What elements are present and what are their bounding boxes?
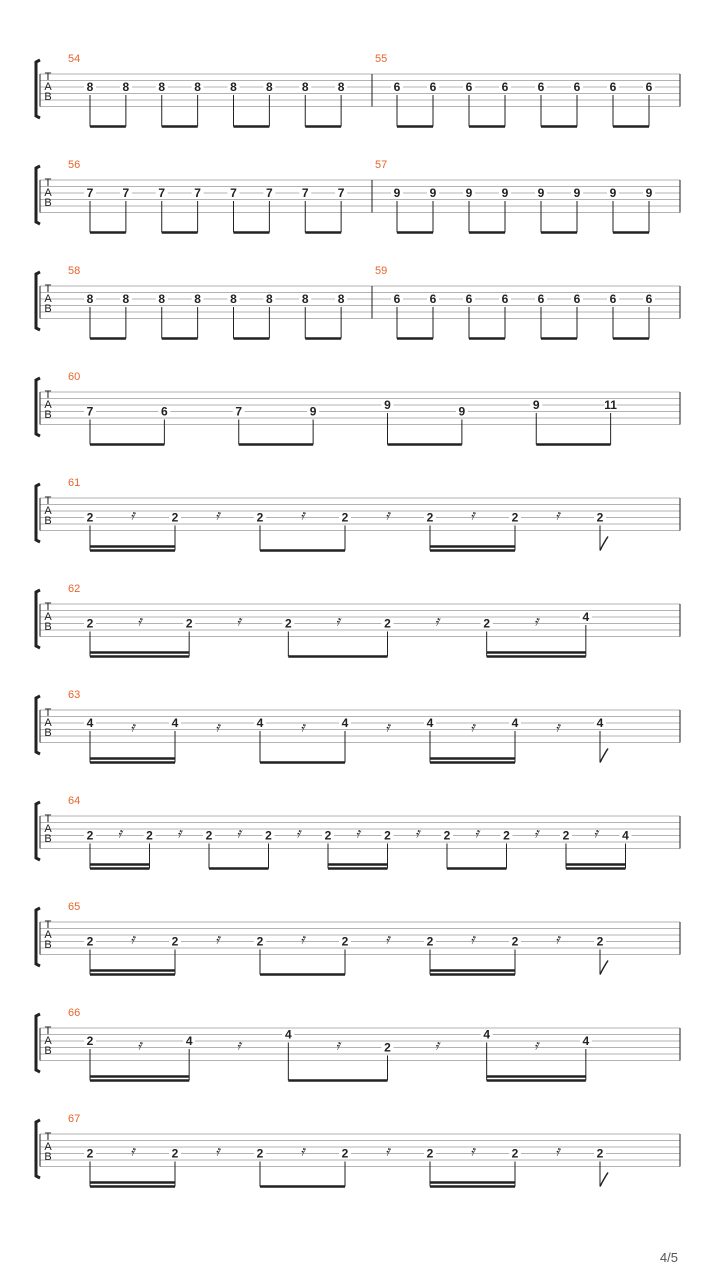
fret-number: 8 [158, 80, 166, 94]
fret-number: 8 [230, 292, 237, 306]
rest-symbol: 𝄿 [335, 613, 341, 630]
fret-number: 6 [429, 292, 437, 306]
fret-number: 2 [341, 1146, 349, 1161]
system-bracket [36, 484, 40, 542]
rest-symbol: 𝄿 [385, 931, 390, 948]
rest-symbol: 𝄿 [300, 931, 305, 948]
fret-number: 2 [86, 828, 94, 843]
measure-number: 67 [68, 1113, 81, 1125]
fret-number: 2 [86, 1146, 94, 1161]
rest-symbol: 𝄿 [434, 613, 440, 630]
fret-number: 9 [573, 186, 581, 200]
fret-number: 2 [426, 510, 434, 525]
measure-number: 60 [68, 371, 81, 383]
fret-number: 7 [230, 186, 237, 200]
tab-clef-letter: T [44, 601, 52, 613]
fret-number: 2 [324, 828, 332, 843]
fret-number: 2 [146, 828, 153, 843]
fret-number: 2 [503, 828, 510, 843]
fret-number: 2 [284, 616, 292, 631]
fret-number: 8 [301, 292, 309, 306]
measure-number: 56 [68, 159, 81, 171]
fret-number: 2 [511, 934, 519, 949]
rest-symbol: 𝄿 [215, 719, 220, 736]
fret-number: 2 [483, 616, 491, 631]
fret-number: 8 [158, 292, 166, 306]
tab-clef-letter: B [44, 1151, 52, 1163]
tab-clef-letter: T [44, 71, 52, 83]
fret-number: 2 [86, 616, 94, 631]
fret-number: 2 [384, 616, 391, 631]
tab-clef-letter: T [44, 495, 52, 507]
fret-number: 6 [645, 80, 653, 94]
fret-number: 4 [483, 1027, 491, 1042]
fret-number: 2 [185, 616, 193, 631]
fret-number: 6 [161, 404, 168, 419]
tab-clef-letter: T [44, 389, 52, 401]
rest-symbol: 𝄿 [534, 613, 539, 630]
tab-clef-letter: B [44, 197, 52, 209]
tab-clef-letter: B [44, 91, 52, 103]
fret-number: 6 [393, 292, 401, 306]
fret-number: 9 [309, 404, 317, 419]
rest-symbol: 𝄿 [117, 825, 122, 842]
rest-symbol: 𝄿 [593, 825, 598, 842]
fret-number: 8 [122, 80, 130, 94]
fret-number: 2 [341, 510, 349, 525]
fret-number: 6 [429, 80, 437, 94]
rest-symbol: 𝄿 [130, 719, 135, 736]
fret-number: 2 [171, 934, 179, 949]
tab-clef-letter: A [44, 929, 52, 941]
system-bracket [36, 60, 40, 118]
measure-number: 63 [68, 689, 81, 701]
tab-clef-letter: B [44, 409, 52, 421]
fret-number: 2 [256, 934, 264, 949]
fret-number: 7 [86, 186, 94, 200]
rest-symbol: 𝄿 [555, 507, 560, 524]
system-bracket [36, 272, 40, 330]
tab-clef-letter: T [44, 1131, 52, 1143]
fret-number: 9 [384, 398, 391, 412]
rest-symbol: 𝄿 [296, 825, 301, 842]
measure-number: 62 [68, 583, 81, 595]
tab-clef-letter: A [44, 1141, 52, 1153]
measure-number: 64 [68, 795, 81, 807]
measure-number: 54 [68, 53, 81, 65]
rest-symbol: 𝄿 [130, 1143, 135, 1160]
system-bracket [36, 1120, 40, 1178]
note-flag [600, 537, 608, 551]
fret-number: 2 [562, 828, 570, 843]
tab-clef-letter: A [44, 823, 52, 835]
system-bracket [36, 908, 40, 966]
system-bracket [36, 166, 40, 224]
note-flag [600, 1173, 608, 1187]
fret-number: 2 [205, 828, 213, 843]
fret-number: 8 [230, 80, 237, 94]
note-flag [600, 749, 608, 763]
fret-number: 7 [266, 186, 273, 200]
fret-number: 2 [511, 1146, 519, 1161]
fret-number: 8 [86, 80, 94, 94]
fret-number: 8 [266, 292, 273, 306]
rest-symbol: 𝄿 [177, 825, 182, 842]
fret-number: 2 [426, 934, 434, 949]
fret-number: 2 [384, 1040, 391, 1055]
fret-number: 6 [465, 80, 473, 94]
rest-symbol: 𝄿 [215, 1143, 220, 1160]
fret-number: 7 [235, 404, 243, 419]
fret-number: 9 [645, 186, 653, 200]
rest-symbol: 𝄿 [534, 825, 539, 842]
fret-number: 2 [86, 1034, 94, 1048]
fret-number: 9 [465, 186, 473, 200]
fret-number: 6 [465, 292, 473, 306]
fret-number: 8 [337, 292, 345, 306]
fret-number: 2 [265, 828, 272, 843]
fret-number: 4 [426, 716, 434, 730]
fret-number: 8 [194, 292, 201, 306]
system-bracket [36, 802, 40, 860]
rest-symbol: 𝄿 [385, 507, 390, 524]
fret-number: 8 [337, 80, 345, 94]
measure-number: 57 [375, 159, 388, 171]
fret-number: 9 [458, 404, 466, 419]
fret-number: 6 [609, 80, 617, 94]
rest-symbol: 𝄿 [555, 1143, 560, 1160]
measure-number: 58 [68, 265, 81, 277]
fret-number: 9 [532, 398, 540, 412]
fret-number: 2 [256, 1146, 264, 1161]
fret-number: 9 [609, 186, 617, 200]
fret-number: 2 [171, 510, 179, 525]
tab-clef-letter: A [44, 611, 52, 623]
fret-number: 2 [384, 828, 391, 843]
tab-clef-letter: B [44, 621, 52, 633]
tab-clef-letter: B [44, 727, 52, 739]
rest-symbol: 𝄿 [534, 1037, 539, 1054]
rest-symbol: 𝄿 [236, 1037, 241, 1054]
rest-symbol: 𝄿 [470, 931, 475, 948]
rest-symbol: 𝄿 [555, 719, 560, 736]
rest-symbol: 𝄿 [130, 507, 135, 524]
fret-number: 6 [645, 292, 653, 306]
fret-number: 2 [596, 934, 604, 949]
rest-symbol: 𝄿 [130, 931, 135, 948]
measure-number: 65 [68, 901, 81, 913]
rest-symbol: 𝄿 [137, 613, 142, 630]
tab-clef-letter: A [44, 187, 52, 199]
system-bracket [36, 696, 40, 754]
fret-number: 6 [573, 292, 581, 306]
system-bracket [36, 590, 40, 648]
tab-clef-letter: A [44, 293, 52, 305]
tab-clef-letter: T [44, 177, 52, 189]
fret-number: 2 [86, 510, 94, 525]
fret-number: 6 [393, 80, 401, 94]
fret-number: 6 [537, 80, 545, 94]
fret-number: 7 [337, 186, 345, 200]
tab-clef-letter: A [44, 717, 52, 729]
system-bracket [36, 1014, 40, 1072]
fret-number: 4 [341, 716, 349, 730]
fret-number: 7 [301, 186, 309, 200]
fret-number: 4 [622, 828, 629, 843]
tab-clef-letter: T [44, 919, 52, 931]
fret-number: 6 [609, 292, 617, 306]
fret-number: 2 [511, 510, 519, 525]
system-bracket [36, 378, 40, 436]
tab-clef-letter: B [44, 303, 52, 315]
rest-symbol: 𝄿 [434, 1037, 440, 1054]
rest-symbol: 𝄿 [300, 507, 305, 524]
tab-clef-letter: B [44, 1045, 52, 1057]
rest-symbol: 𝄿 [137, 1037, 142, 1054]
note-flag [600, 961, 608, 975]
fret-number: 7 [194, 186, 201, 200]
rest-symbol: 𝄿 [355, 825, 360, 842]
tab-clef-letter: A [44, 399, 52, 411]
fret-number: 8 [194, 80, 201, 94]
tab-clef-letter: B [44, 833, 52, 845]
rest-symbol: 𝄿 [385, 719, 390, 736]
fret-number: 2 [443, 828, 451, 843]
rest-symbol: 𝄿 [236, 825, 241, 842]
fret-number: 4 [511, 716, 519, 730]
fret-number: 7 [122, 186, 130, 200]
fret-number: 6 [537, 292, 545, 306]
fret-number: 11 [604, 398, 617, 412]
rest-symbol: 𝄿 [300, 1143, 305, 1160]
fret-number: 8 [86, 292, 94, 306]
fret-number: 6 [501, 292, 509, 306]
fret-number: 9 [501, 186, 509, 200]
fret-number: 4 [86, 716, 94, 730]
fret-number: 9 [429, 186, 437, 200]
fret-number: 2 [171, 1146, 179, 1161]
tab-clef-letter: T [44, 707, 52, 719]
rest-symbol: 𝄿 [215, 931, 220, 948]
rest-symbol: 𝄿 [470, 1143, 475, 1160]
fret-number: 2 [256, 510, 264, 525]
fret-number: 6 [501, 80, 509, 94]
fret-number: 4 [582, 610, 590, 624]
rest-symbol: 𝄿 [415, 825, 420, 842]
fret-number: 4 [582, 1034, 590, 1048]
fret-number: 4 [171, 716, 179, 730]
fret-number: 2 [596, 1146, 604, 1161]
rest-symbol: 𝄿 [300, 719, 305, 736]
fret-number: 7 [86, 404, 94, 419]
fret-number: 2 [341, 934, 349, 949]
rest-symbol: 𝄿 [335, 1037, 341, 1054]
rest-symbol: 𝄿 [555, 931, 560, 948]
fret-number: 2 [86, 934, 94, 949]
rest-symbol: 𝄿 [470, 719, 475, 736]
fret-number: 2 [426, 1146, 434, 1161]
rest-symbol: 𝄿 [236, 613, 241, 630]
measure-number: 59 [375, 265, 388, 277]
measure-number: 61 [68, 477, 81, 489]
rest-symbol: 𝄿 [470, 507, 475, 524]
fret-number: 8 [301, 80, 309, 94]
fret-number: 7 [158, 186, 166, 200]
tab-clef-letter: A [44, 81, 52, 93]
measure-number: 66 [68, 1007, 81, 1019]
measure-number: 55 [375, 53, 388, 65]
tab-clef-letter: A [44, 1035, 52, 1047]
tab-clef-letter: T [44, 1025, 52, 1037]
rest-symbol: 𝄿 [215, 507, 220, 524]
tab-clef-letter: T [44, 813, 52, 825]
fret-number: 9 [393, 186, 401, 200]
tab-clef-letter: A [44, 505, 52, 517]
fret-number: 8 [122, 292, 130, 306]
page-number: 4/5 [659, 1250, 678, 1265]
tab-clef-letter: B [44, 939, 52, 951]
fret-number: 4 [185, 1034, 193, 1048]
fret-number: 9 [537, 186, 545, 200]
fret-number: 8 [266, 80, 273, 94]
fret-number: 4 [284, 1027, 292, 1042]
rest-symbol: 𝄿 [385, 1143, 390, 1160]
tab-clef-letter: B [44, 515, 52, 527]
tab-clef-letter: T [44, 283, 52, 295]
rest-symbol: 𝄿 [474, 825, 479, 842]
fret-number: 4 [596, 716, 604, 730]
fret-number: 2 [596, 510, 604, 525]
fret-number: 4 [256, 716, 264, 730]
fret-number: 6 [573, 80, 581, 94]
